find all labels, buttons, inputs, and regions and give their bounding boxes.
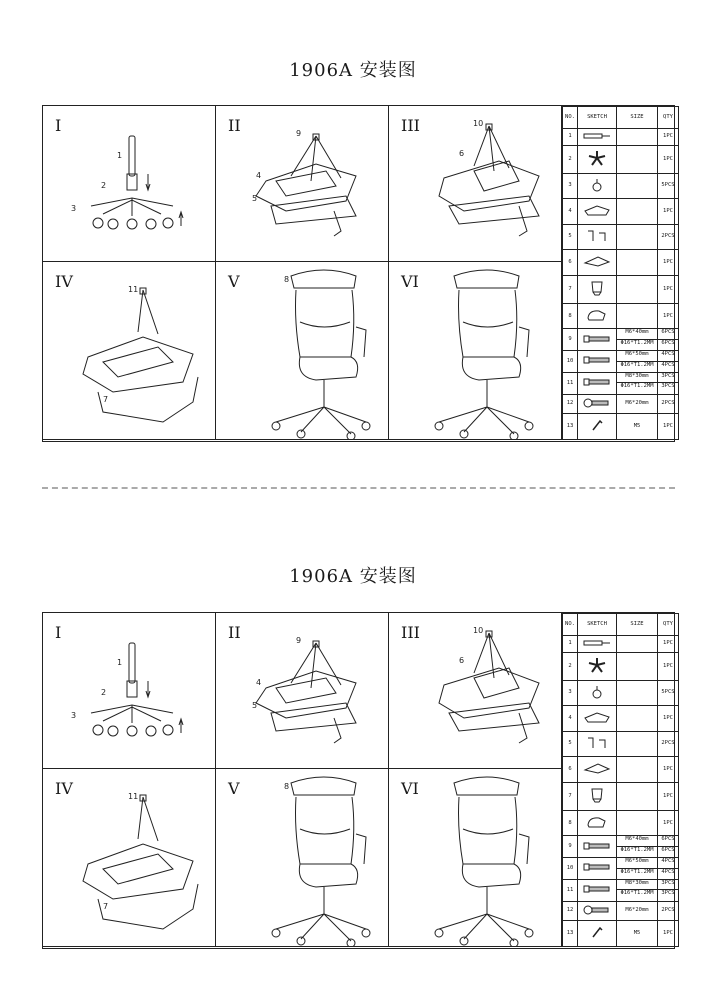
callout-1: 1: [117, 658, 123, 667]
table-row: [563, 275, 679, 303]
row-qty-washer: 3PCS: [661, 890, 675, 897]
row-size-washer: Φ16*T1.2MM: [620, 361, 654, 368]
callout-8: 8: [284, 275, 290, 284]
step-3-panel: [389, 613, 562, 769]
step-2-panel: [216, 106, 389, 262]
steps-grid: [43, 613, 562, 947]
bolt-icon: [578, 836, 617, 858]
table-row: [563, 811, 679, 836]
gas-lift-icon: [578, 636, 617, 653]
row-size: [617, 636, 658, 653]
row-qty: 4PCS: [658, 858, 678, 868]
bolt-icon: [578, 858, 617, 880]
row-qty: 1PC: [658, 304, 679, 329]
row-qty: 6PCS: [658, 329, 678, 339]
table-row: [563, 731, 679, 756]
screw-icon: [578, 394, 617, 414]
row-size: [617, 199, 658, 224]
table-row: [563, 145, 679, 173]
page-title: 1906A 安装图: [289, 566, 417, 587]
callout-2: 2: [101, 181, 107, 190]
table-row: [563, 129, 679, 146]
row-qty-washer: 4PCS: [661, 868, 675, 875]
parts-table: [562, 613, 674, 947]
row-no: 2: [563, 652, 578, 680]
callout-7: 7: [103, 902, 109, 911]
cut-line: [42, 487, 675, 489]
table-row: [563, 836, 679, 858]
callout-3: 3: [71, 204, 77, 213]
row-no: 13: [563, 921, 578, 947]
step-2-label: II: [228, 116, 241, 135]
table-row: [563, 329, 679, 351]
row-no: 9: [563, 836, 578, 858]
bolt-icon: [578, 329, 617, 351]
step-1-panel: [43, 613, 216, 769]
row-size-washer: Φ16*T1.2MM: [620, 339, 654, 346]
row-no: 11: [563, 880, 578, 902]
callout-9: 9: [296, 129, 302, 138]
step-6-label: VI: [401, 779, 419, 798]
row-size-washer: Φ16*T1.2MM: [620, 890, 654, 897]
base-assembly-illustration: [43, 106, 216, 262]
table-row: [563, 636, 679, 653]
row-qty: 1PC: [658, 636, 679, 653]
callout-7: 7: [103, 395, 109, 404]
row-size: M8*30mm: [617, 373, 657, 383]
row-no: 8: [563, 811, 578, 836]
table-row: [563, 858, 679, 880]
row-qty: 2PCS: [658, 224, 679, 249]
row-qty-washer: 6PCS: [661, 846, 675, 853]
allen-key-icon: [578, 414, 617, 440]
table-row: [563, 652, 679, 680]
row-qty: 1PC: [658, 652, 679, 680]
row-qty: 1PC: [658, 757, 679, 782]
row-qty: 1PC: [658, 250, 679, 275]
base-assembly-illustration: [43, 613, 216, 769]
row-no: 6: [563, 250, 578, 275]
step-3-panel: [389, 106, 562, 262]
row-qty: 1PC: [658, 811, 679, 836]
table-row: [563, 757, 679, 782]
callout-6: 6: [459, 149, 465, 158]
callout-11: 11: [128, 285, 139, 294]
row-qty: 1PC: [658, 782, 679, 810]
bracket-icon: [578, 224, 617, 249]
step-5-panel: [216, 262, 389, 440]
mechanism-icon: [578, 706, 617, 731]
callout-4: 4: [256, 171, 262, 180]
row-qty: 1PC: [658, 145, 679, 173]
table-row: [563, 174, 679, 199]
row-size: M6*20mm: [617, 901, 658, 921]
row-size-washer: Φ16*T1.2MM: [620, 846, 654, 853]
row-no: 1: [563, 129, 578, 146]
row-no: 10: [563, 858, 578, 880]
callout-10: 10: [473, 626, 484, 635]
step-6-label: VI: [401, 272, 419, 291]
table-row: [563, 304, 679, 329]
table-row: [563, 921, 679, 947]
header-no: NO.: [563, 107, 578, 129]
row-size: [617, 782, 658, 810]
table-row: [563, 706, 679, 731]
caster-icon: [578, 174, 617, 199]
step-1-label: I: [55, 116, 62, 135]
row-no: 3: [563, 681, 578, 706]
plate-icon: [578, 250, 617, 275]
row-size: [617, 757, 658, 782]
header-no: NO.: [563, 614, 578, 636]
assembly-sheet-bottom: [42, 612, 675, 949]
row-qty-washer: 4PCS: [661, 361, 675, 368]
headrest-icon: [578, 304, 617, 329]
backrest-frame-icon: [578, 782, 617, 810]
row-qty-washer: 3PCS: [661, 383, 675, 390]
steps-grid: [43, 106, 562, 440]
row-size: M5: [617, 921, 658, 947]
row-no: 11: [563, 373, 578, 395]
plate-icon: [578, 757, 617, 782]
row-no: 12: [563, 901, 578, 921]
table-row: [563, 351, 679, 373]
step-4-label: IV: [55, 272, 73, 291]
backrest-frame-icon: [578, 275, 617, 303]
headrest-chair-illustration: [216, 262, 389, 440]
plate-illustration: [389, 106, 562, 262]
row-qty: 3PCS: [658, 373, 678, 383]
callout-9: 9: [296, 636, 302, 645]
bolt-icon: [578, 351, 617, 373]
backrest-mount-illustration: [43, 769, 216, 947]
step-4-panel: [43, 769, 216, 947]
row-no: 8: [563, 304, 578, 329]
table-row: [563, 394, 679, 414]
row-no: 10: [563, 351, 578, 373]
row-no: 5: [563, 224, 578, 249]
header-qty: QTY: [658, 614, 679, 636]
row-no: 6: [563, 757, 578, 782]
backrest-mount-illustration: [43, 262, 216, 440]
callout-5: 5: [252, 701, 258, 710]
page-title: 1906A 安装图: [289, 60, 417, 81]
row-qty: 2PCS: [658, 394, 679, 414]
row-no: 7: [563, 275, 578, 303]
row-size: M6*20mm: [617, 394, 658, 414]
row-no: 12: [563, 394, 578, 414]
assembly-sheet-top: [42, 105, 675, 442]
row-size: [617, 145, 658, 173]
headrest-icon: [578, 811, 617, 836]
row-size: [617, 224, 658, 249]
finished-chair-illustration: [389, 769, 562, 947]
table-row: [563, 373, 679, 395]
row-no: 1: [563, 636, 578, 653]
row-size: [617, 250, 658, 275]
row-size: [617, 731, 658, 756]
row-no: 4: [563, 199, 578, 224]
callout-8: 8: [284, 782, 290, 791]
callout-2: 2: [101, 688, 107, 697]
row-size: [617, 681, 658, 706]
row-qty: 1PC: [658, 129, 679, 146]
row-qty: 4PCS: [658, 351, 678, 361]
gas-lift-icon: [578, 129, 617, 146]
parts-table: [562, 106, 674, 440]
table-row: [563, 414, 679, 440]
row-no: 7: [563, 782, 578, 810]
row-qty: 2PCS: [658, 901, 679, 921]
mechanism-illustration: [216, 106, 389, 262]
table-row: [563, 782, 679, 810]
row-qty: 1PC: [658, 414, 679, 440]
step-6-panel: [389, 262, 562, 440]
mechanism-illustration: [216, 613, 389, 769]
caster-icon: [578, 681, 617, 706]
screw-icon: [578, 901, 617, 921]
bolt-icon: [578, 373, 617, 395]
row-no: 5: [563, 731, 578, 756]
row-size: [617, 304, 658, 329]
step-1-label: I: [55, 623, 62, 642]
table-row: [563, 224, 679, 249]
header-qty: QTY: [658, 107, 679, 129]
row-no: 2: [563, 145, 578, 173]
row-no: 3: [563, 174, 578, 199]
row-qty: 5PCS: [658, 681, 679, 706]
step-5-label: V: [228, 779, 240, 798]
row-size: M6*40mm: [617, 329, 657, 339]
headrest-chair-illustration: [216, 769, 389, 947]
step-3-label: III: [401, 116, 420, 135]
star-base-icon: [578, 145, 617, 173]
table-row: [563, 901, 679, 921]
step-6-panel: [389, 769, 562, 947]
callout-5: 5: [252, 194, 258, 203]
row-qty: 6PCS: [658, 836, 678, 846]
row-size: M6*50mm: [617, 858, 657, 868]
row-no: 13: [563, 414, 578, 440]
row-size: [617, 129, 658, 146]
callout-3: 3: [71, 711, 77, 720]
step-2-panel: [216, 613, 389, 769]
row-qty: 2PCS: [658, 731, 679, 756]
row-qty: 1PC: [658, 921, 679, 947]
row-qty: 3PCS: [658, 880, 678, 890]
row-size: [617, 652, 658, 680]
row-size: [617, 811, 658, 836]
row-no: 9: [563, 329, 578, 351]
table-row: [563, 681, 679, 706]
step-4-panel: [43, 262, 216, 440]
star-base-icon: [578, 652, 617, 680]
step-3-label: III: [401, 623, 420, 642]
row-size-washer: Φ16*T1.2MM: [620, 868, 654, 875]
allen-key-icon: [578, 921, 617, 947]
finished-chair-illustration: [389, 262, 562, 440]
step-1-panel: [43, 106, 216, 262]
row-size: M5: [617, 414, 658, 440]
row-size: [617, 706, 658, 731]
row-size: [617, 174, 658, 199]
callout-10: 10: [473, 119, 484, 128]
callout-4: 4: [256, 678, 262, 687]
bolt-icon: [578, 880, 617, 902]
callout-1: 1: [117, 151, 123, 160]
bracket-icon: [578, 731, 617, 756]
row-qty: 1PC: [658, 199, 679, 224]
callout-11: 11: [128, 792, 139, 801]
row-qty-washer: 6PCS: [661, 339, 675, 346]
step-5-label: V: [228, 272, 240, 291]
row-no: 4: [563, 706, 578, 731]
table-row: [563, 199, 679, 224]
row-qty: 1PC: [658, 706, 679, 731]
row-size: M6*40mm: [617, 836, 657, 846]
header-sketch: SKETCH: [578, 614, 617, 636]
step-2-label: II: [228, 623, 241, 642]
row-size: [617, 275, 658, 303]
step-5-panel: [216, 769, 389, 947]
header-sketch: SKETCH: [578, 107, 617, 129]
row-size-washer: Φ16*T1.2MM: [620, 383, 654, 390]
row-qty: 1PC: [658, 275, 679, 303]
row-qty: 5PCS: [658, 174, 679, 199]
plate-illustration: [389, 613, 562, 769]
header-size: SIZE: [617, 614, 658, 636]
row-size: M8*30mm: [617, 880, 657, 890]
step-4-label: IV: [55, 779, 73, 798]
row-size: M6*50mm: [617, 351, 657, 361]
table-row: [563, 880, 679, 902]
mechanism-icon: [578, 199, 617, 224]
callout-6: 6: [459, 656, 465, 665]
table-row: [563, 250, 679, 275]
header-size: SIZE: [617, 107, 658, 129]
